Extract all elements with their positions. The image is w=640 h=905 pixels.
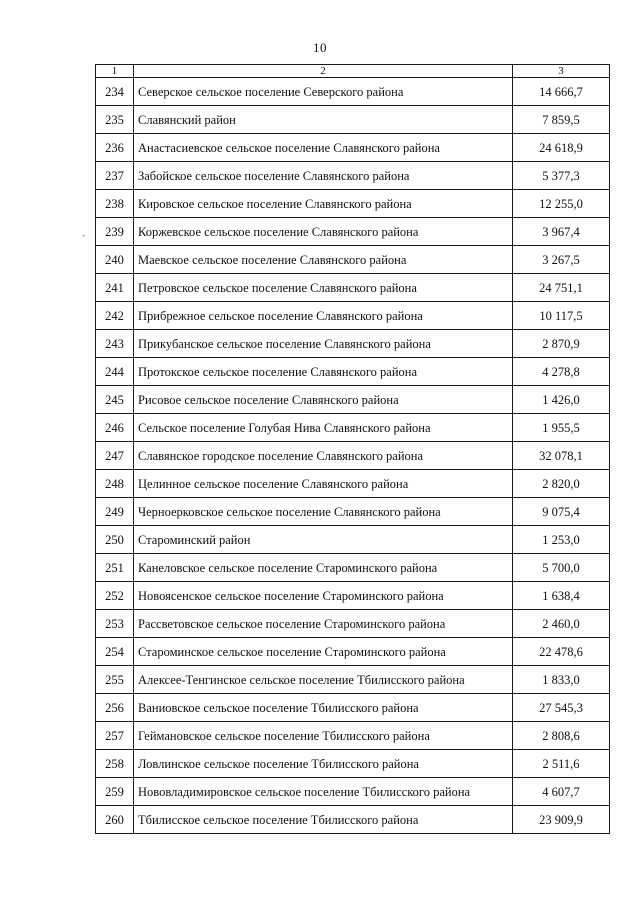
- amount-value: 14 666,7: [513, 78, 610, 106]
- amount-value: 22 478,6: [513, 638, 610, 666]
- amount-value: 7 859,5: [513, 106, 610, 134]
- table-row: [96, 386, 610, 414]
- table-row: [96, 190, 610, 218]
- amount-value: 1 426,0: [513, 386, 610, 414]
- table-row: [96, 246, 610, 274]
- municipality-name: Нововладимировское сельское поселение Тбилисского района: [134, 778, 513, 806]
- municipality-name: Кировское сельское поселение Славянского района: [134, 190, 513, 218]
- municipality-name: Ловлинское сельское поселение Тбилисского района: [134, 750, 513, 778]
- row-number: 237: [96, 162, 134, 190]
- row-number: 247: [96, 442, 134, 470]
- amount-value: 9 075,4: [513, 498, 610, 526]
- amount-value: 2 808,6: [513, 722, 610, 750]
- municipality-name: Прибрежное сельское поселение Славянского района: [134, 302, 513, 330]
- amount-value: 1 955,5: [513, 414, 610, 442]
- row-number: 240: [96, 246, 134, 274]
- amount-value: 32 078,1: [513, 442, 610, 470]
- amount-value: 24 751,1: [513, 274, 610, 302]
- amount-value: 5 377,3: [513, 162, 610, 190]
- table-row: [96, 330, 610, 358]
- table-row: [96, 694, 610, 722]
- municipality-name: Сельское поселение Голубая Нива Славянского района: [134, 414, 513, 442]
- table-row: [96, 498, 610, 526]
- amount-value: 3 967,4: [513, 218, 610, 246]
- table-row: [96, 106, 610, 134]
- row-number: 234: [96, 78, 134, 106]
- header-col-3: 3: [513, 65, 610, 78]
- table-row: [96, 750, 610, 778]
- amount-value: 2 870,9: [513, 330, 610, 358]
- table-row: [96, 470, 610, 498]
- table-header: [96, 65, 610, 78]
- amount-value: 12 255,0: [513, 190, 610, 218]
- municipality-name: Анастасиевское сельское поселение Славянского района: [134, 134, 513, 162]
- table-row: [96, 806, 610, 834]
- table-row: [96, 554, 610, 582]
- table-row: [96, 274, 610, 302]
- row-number: 259: [96, 778, 134, 806]
- amount-value: 5 700,0: [513, 554, 610, 582]
- page-number: 10: [313, 40, 327, 55]
- row-number: 236: [96, 134, 134, 162]
- municipality-name: Черноерковское сельское поселение Славянского района: [134, 498, 513, 526]
- municipality-name: Новоясенское сельское поселение Староминского района: [134, 582, 513, 610]
- municipality-name: Геймановское сельское поселение Тбилисского района: [134, 722, 513, 750]
- row-number: 246: [96, 414, 134, 442]
- amount-value: 24 618,9: [513, 134, 610, 162]
- table-row: [96, 610, 610, 638]
- table-row: [96, 414, 610, 442]
- municipality-name: Целинное сельское поселение Славянского района: [134, 470, 513, 498]
- table-row: [96, 162, 610, 190]
- municipality-name: Петровское сельское поселение Славянского района: [134, 274, 513, 302]
- municipality-name: Алексее-Тенгинское сельское поселение Тбилисского района: [134, 666, 513, 694]
- table-row: [96, 582, 610, 610]
- table-row: [96, 442, 610, 470]
- table-row: [96, 134, 610, 162]
- table-row: [96, 218, 610, 246]
- municipality-name: Тбилисское сельское поселение Тбилисского района: [134, 806, 513, 834]
- row-number: 250: [96, 526, 134, 554]
- amount-value: 2 820,0: [513, 470, 610, 498]
- header-col-1: 1: [96, 65, 134, 78]
- row-number: 239: [96, 218, 134, 246]
- table-row: [96, 722, 610, 750]
- row-number: 254: [96, 638, 134, 666]
- municipality-name: Староминский район: [134, 526, 513, 554]
- amount-value: 2 511,6: [513, 750, 610, 778]
- scan-speck: -: [82, 230, 85, 240]
- municipality-name: Рассветовское сельское поселение Староминского района: [134, 610, 513, 638]
- municipality-name: Коржевское сельское поселение Славянского района: [134, 218, 513, 246]
- table-row: [96, 78, 610, 106]
- municipality-name: Ваниовское сельское поселение Тбилисского района: [134, 694, 513, 722]
- table-row: [96, 778, 610, 806]
- table-body: [96, 78, 610, 834]
- amount-value: 4 607,7: [513, 778, 610, 806]
- amount-value: 10 117,5: [513, 302, 610, 330]
- header-col-2: 2: [134, 65, 513, 78]
- municipality-name: Староминское сельское поселение Староминского района: [134, 638, 513, 666]
- municipality-name: Забойское сельское поселение Славянского района: [134, 162, 513, 190]
- municipality-name: Славянский район: [134, 106, 513, 134]
- municipality-name: Рисовое сельское поселение Славянского района: [134, 386, 513, 414]
- amount-value: 3 267,5: [513, 246, 610, 274]
- table-row: [96, 666, 610, 694]
- row-number: 249: [96, 498, 134, 526]
- row-number: 252: [96, 582, 134, 610]
- municipality-name: Славянское городское поселение Славянского района: [134, 442, 513, 470]
- table-row: [96, 638, 610, 666]
- row-number: 255: [96, 666, 134, 694]
- row-number: 244: [96, 358, 134, 386]
- row-number: 241: [96, 274, 134, 302]
- amount-value: 1 253,0: [513, 526, 610, 554]
- table-row: [96, 526, 610, 554]
- amount-value: 23 909,9: [513, 806, 610, 834]
- row-number: 248: [96, 470, 134, 498]
- row-number: 257: [96, 722, 134, 750]
- municipality-name: Маевское сельское поселение Славянского района: [134, 246, 513, 274]
- row-number: 245: [96, 386, 134, 414]
- row-number: 260: [96, 806, 134, 834]
- table-row: [96, 358, 610, 386]
- header-row: [96, 65, 610, 78]
- municipality-name: Прикубанское сельское поселение Славянского района: [134, 330, 513, 358]
- amount-value: 4 278,8: [513, 358, 610, 386]
- municipality-name: Канеловское сельское поселение Староминского района: [134, 554, 513, 582]
- row-number: 253: [96, 610, 134, 638]
- row-number: 251: [96, 554, 134, 582]
- row-number: 242: [96, 302, 134, 330]
- row-number: 238: [96, 190, 134, 218]
- data-table: [95, 64, 610, 834]
- amount-value: 27 545,3: [513, 694, 610, 722]
- row-number: 256: [96, 694, 134, 722]
- municipality-name: Протокское сельское поселение Славянского района: [134, 358, 513, 386]
- table-row: [96, 302, 610, 330]
- amount-value: 1 833,0: [513, 666, 610, 694]
- amount-value: 1 638,4: [513, 582, 610, 610]
- row-number: 235: [96, 106, 134, 134]
- row-number: 243: [96, 330, 134, 358]
- row-number: 258: [96, 750, 134, 778]
- municipality-name: Северское сельское поселение Северского района: [134, 78, 513, 106]
- amount-value: 2 460,0: [513, 610, 610, 638]
